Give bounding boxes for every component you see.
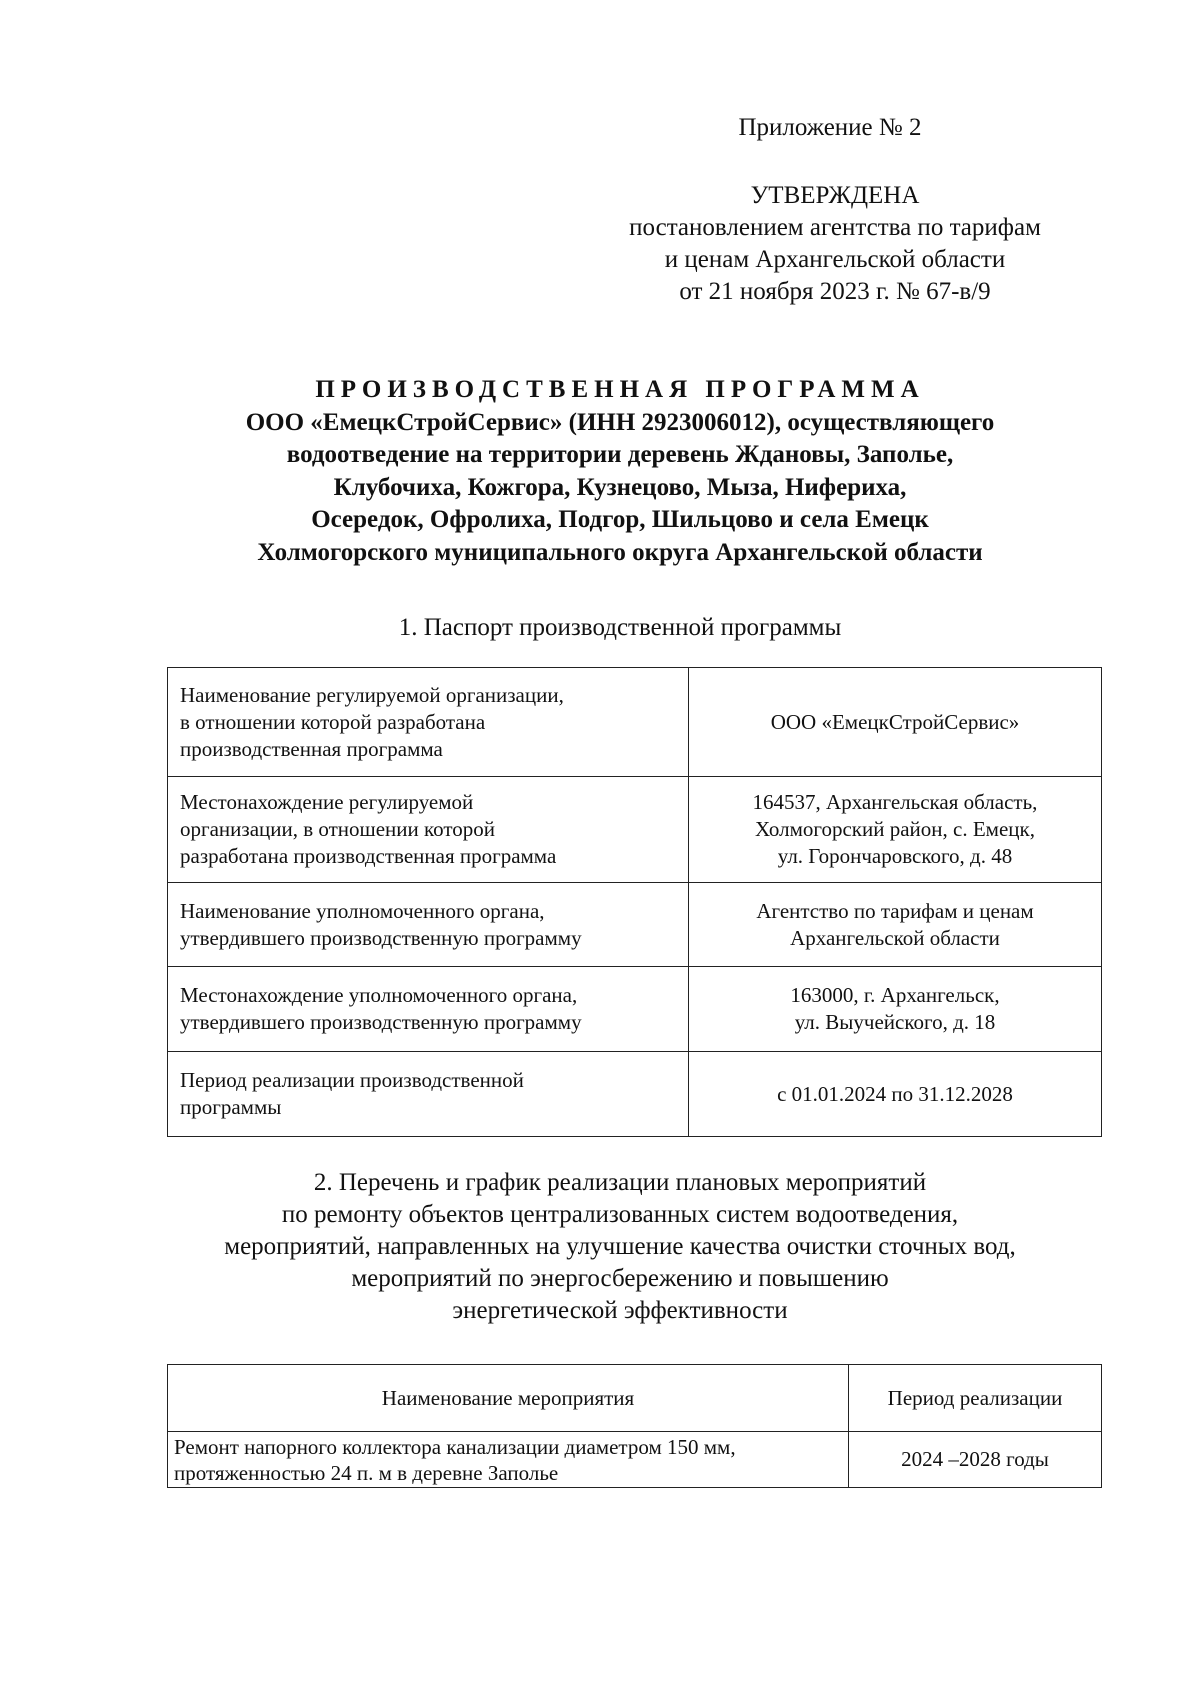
passport-value-cell	[689, 967, 1102, 1052]
table-row	[168, 1052, 1102, 1137]
cell-line: Наименование регулируемой организации,	[180, 682, 564, 707]
passport-label-cell	[168, 777, 689, 883]
cell-line: утвердившего производственную программу	[180, 925, 582, 950]
cell-line: Наименование уполномоченного органа,	[180, 898, 545, 923]
passport-label-cell	[168, 967, 689, 1052]
heading-line: 2. Перечень и график реализации плановых мероприятий	[313, 1169, 927, 1196]
title-line: ООО «ЕмецкСтройСервис» (ИНН 2923006012), осуществляющего	[245, 408, 995, 436]
cell-line: производственная программа	[180, 736, 443, 761]
cell-line: Архангельской области	[790, 925, 1000, 950]
heading-line: энергетической эффективности	[452, 1297, 788, 1324]
passport-value-cell	[689, 1052, 1102, 1137]
appendix-label: Приложение № 2	[738, 114, 922, 141]
passport-label-cell	[168, 668, 689, 777]
cell-line: Период реализации производственной	[180, 1068, 524, 1092]
title-line: Осередок, Офролиха, Подгор, Шильцово и села Емецк	[311, 506, 929, 533]
section2-heading	[160, 1167, 1080, 1327]
passport-label-cell	[168, 1052, 689, 1137]
document-title	[160, 374, 1080, 569]
approved-stamp-text: УТВЕРЖДЕНА	[750, 182, 920, 209]
cell-line: Ремонт напорного коллектора канализации диаметром 150 мм,	[174, 1434, 736, 1459]
passport-value-cell	[689, 777, 1102, 883]
cell-line: организации, в отношении которой	[180, 817, 495, 841]
passport-table	[167, 667, 1102, 1137]
title-heading: ПРОИЗВОДСТВЕННАЯ ПРОГРАММА	[315, 376, 925, 403]
cell-line: Холмогорский район, с. Емецк,	[755, 817, 1035, 841]
column-header-event-name: Наименование мероприятия	[168, 1365, 849, 1432]
heading-line: мероприятий, направленных на улучшение качества очистки сточных вод,	[224, 1233, 1016, 1260]
section1-heading: 1. Паспорт производственной программы	[398, 614, 842, 641]
column-header-period: Период реализации	[849, 1365, 1102, 1432]
title-line: водоотведение на территории деревень Ждановы, Заполье,	[286, 441, 954, 468]
heading-line: мероприятий по энергосбережению и повышению	[351, 1265, 889, 1292]
heading-line: по ремонту объектов централизованных систем водоотведения,	[281, 1201, 959, 1228]
cell-line: с 01.01.2024 по 31.12.2028	[777, 1081, 1013, 1106]
passport-value-cell	[689, 668, 1102, 777]
cell-line: 164537, Архангельская область,	[752, 790, 1038, 814]
cell-line: Местонахождение уполномоченного органа,	[180, 983, 578, 1007]
approved-by-line: и ценам Архангельской области	[664, 246, 1006, 273]
cell-line: ул. Выучейского, д. 18	[794, 1010, 996, 1034]
title-line: Холмогорского муниципального округа Архангельской области	[257, 538, 983, 566]
cell-line: протяженностью 24 п. м в деревне Заполье	[174, 1460, 559, 1485]
cell-line: в отношении которой разработана	[180, 709, 486, 734]
approved-by-line: постановлением агентства по тарифам	[629, 214, 1041, 241]
cell-line: ул. Горончаровского, д. 48	[777, 844, 1013, 868]
table-row	[168, 967, 1102, 1052]
events-table	[167, 1364, 1102, 1488]
passport-label-cell	[168, 883, 689, 967]
title-line: Клубочиха, Кожгора, Кузнецово, Мыза, Нифериха,	[333, 473, 907, 501]
table-header-row	[168, 1365, 1102, 1432]
passport-value-cell	[689, 883, 1102, 967]
cell-line: ООО «ЕмецкСтройСервис»	[770, 709, 1020, 734]
approved-by-line: от 21 ноября 2023 г. № 67-в/9	[679, 278, 991, 305]
table-row	[168, 777, 1102, 883]
cell-line: 163000, г. Архангельск,	[790, 983, 1000, 1007]
cell-line: программы	[180, 1095, 282, 1119]
cell-line: Агентство по тарифам и ценам	[756, 898, 1034, 923]
table-row	[168, 668, 1102, 777]
approval-block	[600, 180, 1070, 308]
event-name-cell	[168, 1432, 849, 1488]
table-row	[168, 1432, 1102, 1488]
table-row	[168, 883, 1102, 967]
event-period-cell: 2024 –2028 годы	[849, 1432, 1102, 1488]
cell-line: Местонахождение регулируемой	[180, 790, 474, 814]
cell-line: утвердившего производственную программу	[180, 1010, 582, 1034]
cell-line: разработана производственная программа	[180, 844, 557, 868]
